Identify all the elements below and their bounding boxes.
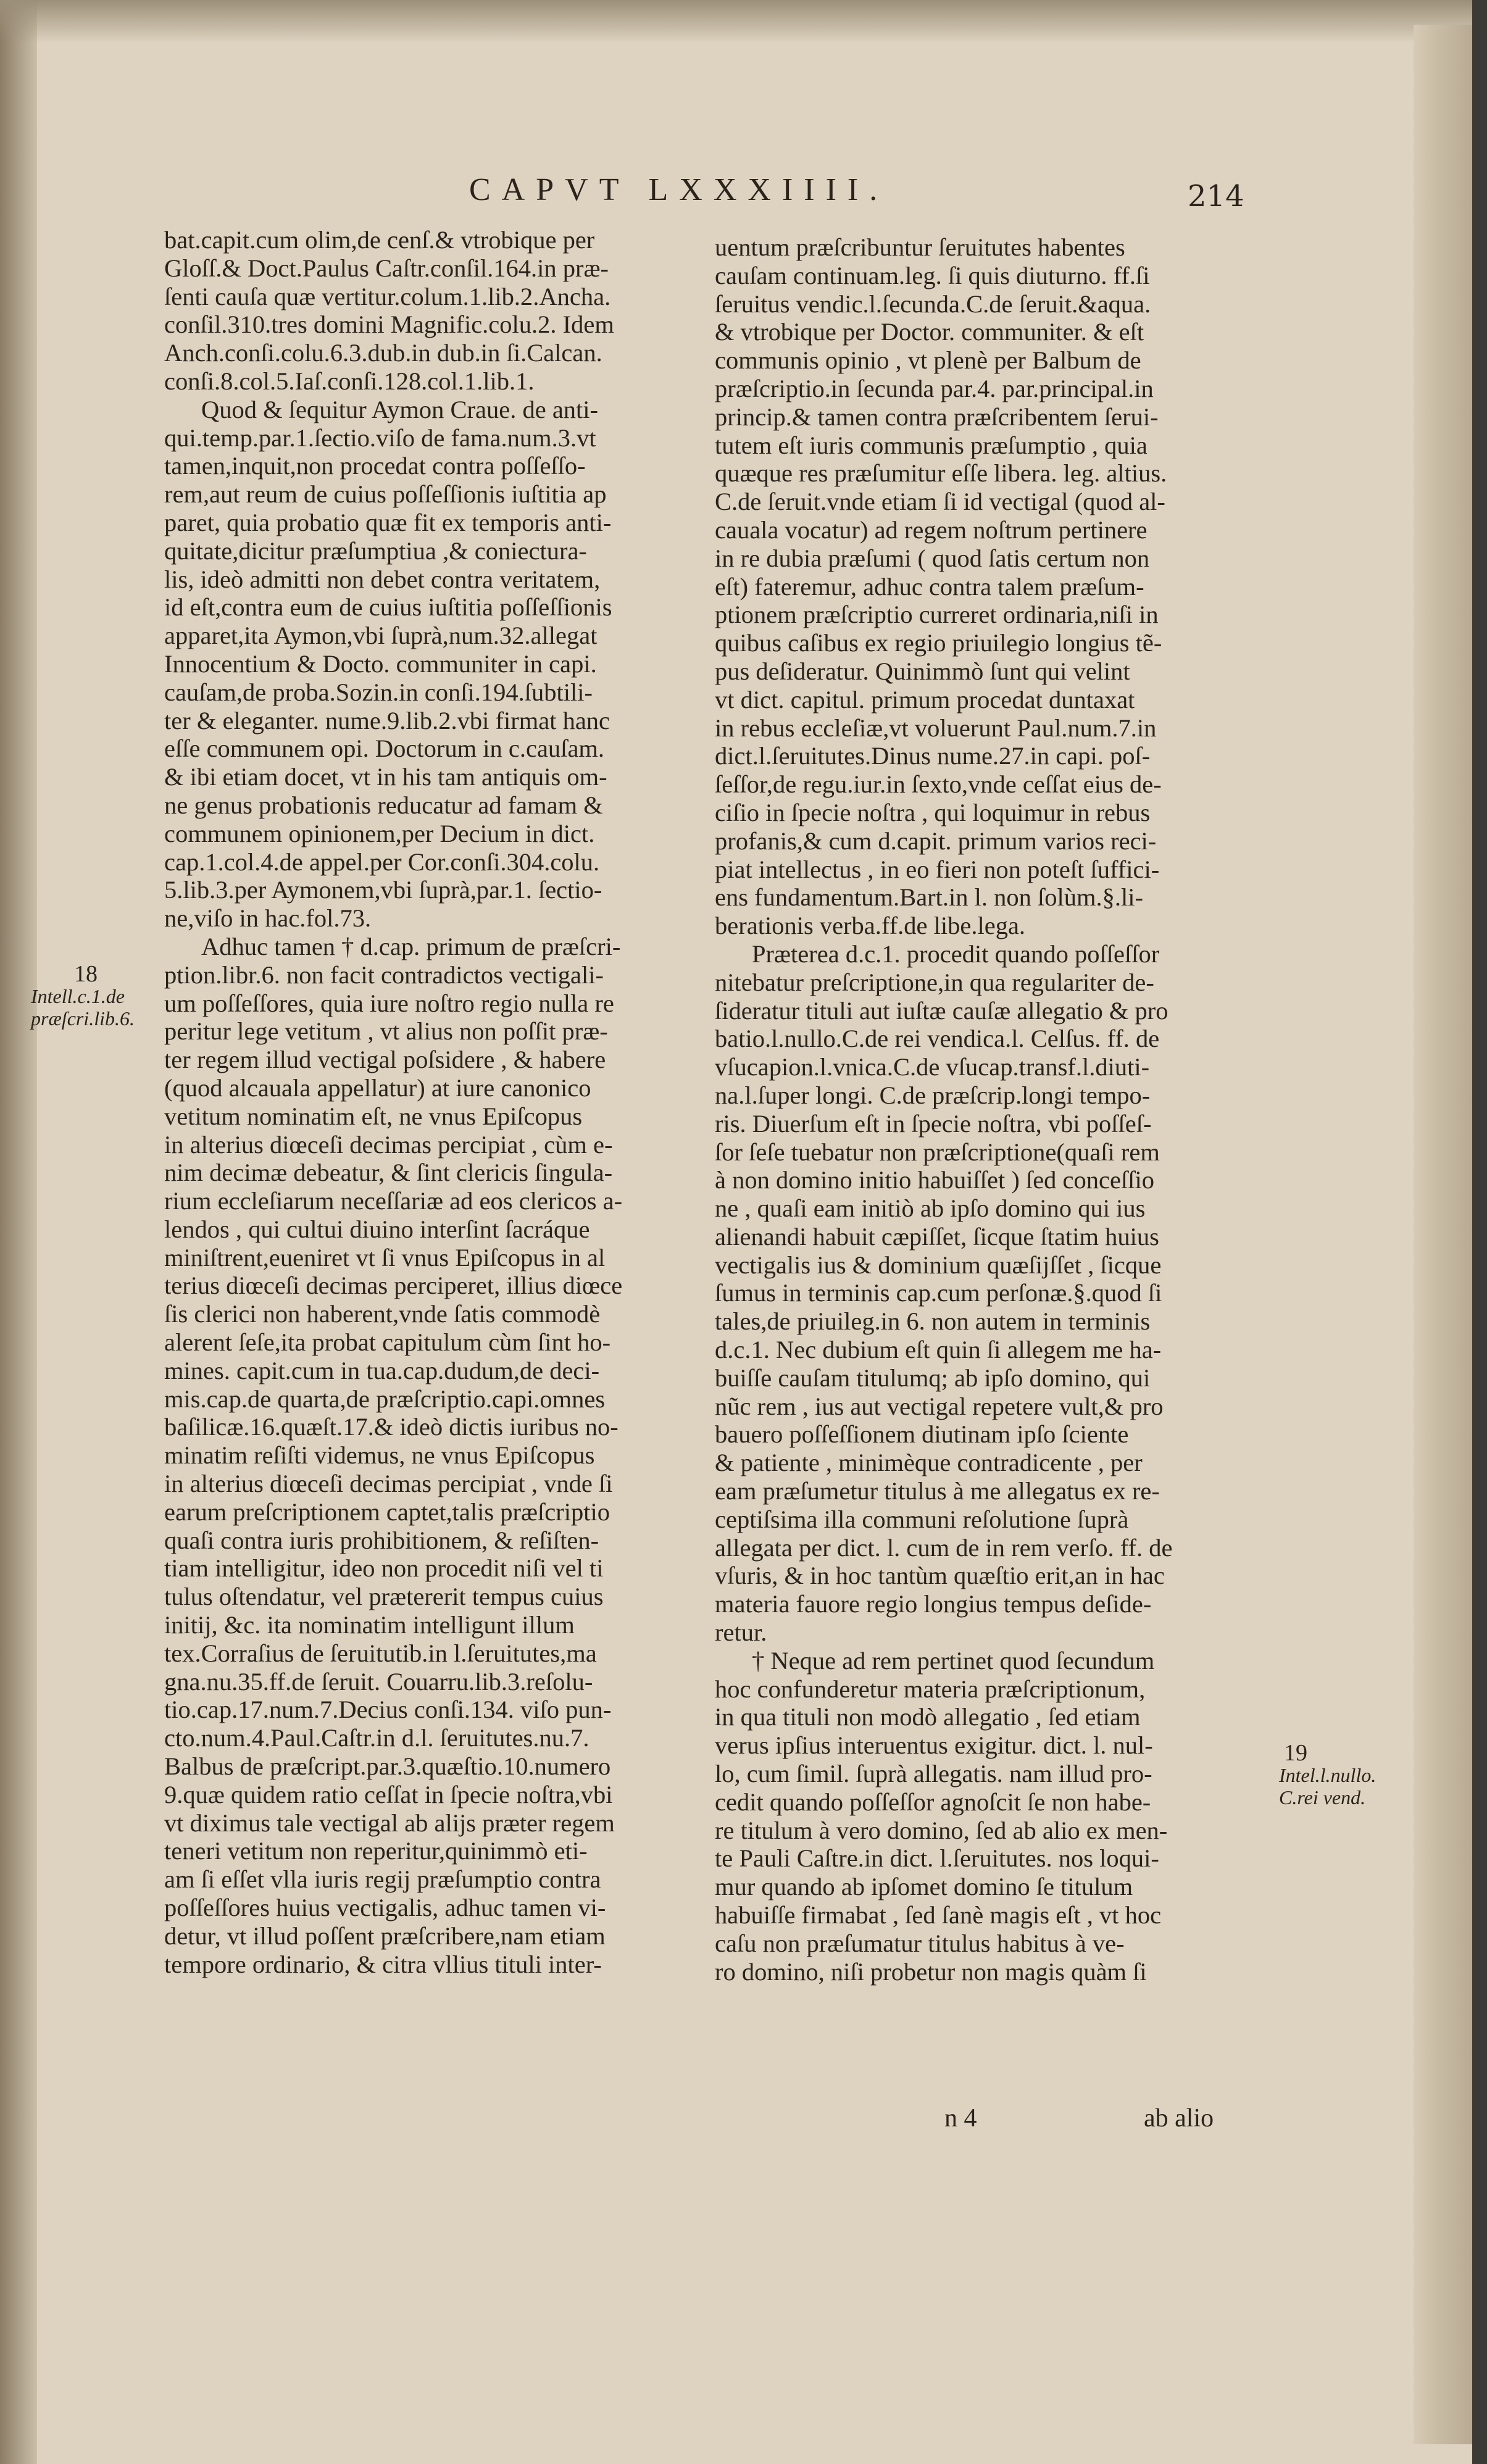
right-text-column [715,233,1233,1986]
text-line: apparet,ita Aymon,vbi ſuprà,num.32.allegat [164,622,598,650]
text-line: baſilicæ.16.quæſt.17.& ideò dictis iuribus no- [164,1413,619,1441]
text-line: ter & eleganter. nume.9.lib.2.vbi firmat hanc [164,706,610,735]
text-line: bauero poſſeſſionem diutinam ipſo ſciente [715,1420,1129,1449]
text-line: ens fundamentum.Bart.in l. non ſolùm.§.li- [715,883,1144,912]
text-line: cauſam continuam.leg. ſi quis diuturno. ff.ſi [715,261,1150,289]
text-line: (quod alcauala appellatur) at iure canonico [164,1073,591,1102]
text-line: tales,de priuileg.in 6. non autem in terminis [715,1307,1151,1336]
text-line: id eſt,contra eum de cuius iuſtitia poſſeſſionis [164,593,612,622]
text-line: eſt) fateremur, adhuc contra talem præſum- [715,572,1144,601]
text-line: nim decimæ debeatur, & ſint clericis ſingula- [164,1159,613,1187]
left-text-column [164,226,683,1978]
text-line: & ibi etiam docet, vt in his tam antiquis om- [164,763,607,791]
text-line: alerent ſeſe,ita probat capitulum cùm ſint ho- [164,1328,611,1357]
text-line: conſi.8.col.5.Iaſ.conſi.128.col.1.lib.1. [164,367,535,395]
text-line: Adhuc tamen † d.cap. primum de præſcri- [201,932,621,960]
margin-note-left [31,963,154,1030]
text-line: miniſtrent,eueniret vt ſi vnus Epiſcopus in al [164,1243,606,1272]
text-line: ſideratur tituli aut iuſtæ cauſæ allegatio & pro [715,996,1168,1025]
text-line: uentum præſcribuntur ſeruitutes habentes [715,233,1125,261]
page-top-shadow [0,0,1472,43]
text-line: poſſeſſores huius vectigalis, adhuc tamen vi- [164,1894,606,1922]
margin-note-number: 18 [74,961,98,987]
text-line: princip.& tamen contra præſcribentem ſerui- [715,402,1159,431]
text-line: cap.1.col.4.de appel.per Cor.conſi.304.colu. [164,847,600,876]
text-line: ſeruitus vendic.l.ſecunda.C.de ſeruit.&aqua. [715,289,1151,318]
text-line: buiſſe cauſam titulumq; ab ipſo domino, qui [715,1363,1151,1392]
text-line: mines. capit.cum in tua.cap.dudum,de deci- [164,1356,600,1384]
text-line: in alterius diœceſi decimas percipiat , cùm e- [164,1130,613,1159]
text-line: mis.cap.de quarta,de præſcriptio.capi.omnes [164,1384,606,1413]
text-line: pus deſideratur. Quinimmò ſunt qui velint [715,657,1130,685]
text-line: terius diœceſi decimas perciperet, illius diœce [164,1272,623,1300]
text-line: vſuris, & in hoc tantùm quæſtio erit,an in hac [715,1562,1165,1590]
text-line: ſumus in terminis cap.cum perſonæ.§.quod ſi [715,1279,1162,1307]
text-line: allegata per dict. l. cum de in rem verſo. ff. de [715,1533,1173,1562]
text-line: 5.lib.3.per Aymonem,vbi ſuprà,par.1. ſectio- [164,876,602,904]
text-line: à non domino initio habuiſſet ) ſed conceſſio [715,1166,1154,1194]
text-line: eſſe communem opi. Doctorum in c.cauſam. [164,735,605,763]
text-line: dict.l.ſeruitutes.Dinus nume.27.in capi. poſ- [715,742,1151,770]
text-line: tulus oſtendatur, vel prætererit tempus cuius [164,1583,604,1611]
text-line: lo, cum ſimil. ſuprà allegatis. nam illud pro- [715,1760,1152,1788]
text-line: hoc confunderetur materia præſcriptionum, [715,1675,1146,1703]
text-line: cauala vocatur) ad regem noſtrum pertinere [715,515,1148,544]
text-line: ter regem illud vectigal poſsidere , & habere [164,1046,606,1074]
text-line: d.c.1. Nec dubium eſt quin ſi allegem me ha- [715,1336,1162,1364]
text-line: initij, &c. ita nominatim intelligunt illum [164,1611,575,1639]
page-gutter [0,0,37,2464]
page-edge [1414,25,1472,2444]
text-line: C.de ſeruit.vnde etiam ſi id vectigal (quod al- [715,488,1165,516]
text-line: Præterea d.c.1. procedit quando poſſeſſor [752,939,1160,968]
text-line: tutem eſt iuris communis præſumptio , quia [715,431,1148,459]
text-line: in qua tituli non modò allegatio , ſed etiam [715,1703,1141,1731]
signature-mark: n 4 [944,2104,977,2133]
text-line: quaſi contra iuris prohibitionem, & reſiſten- [164,1526,599,1554]
margin-note-number: 19 [1284,1740,1307,1766]
text-line: ne genus probationis reducatur ad famam & [164,791,603,819]
text-line: præſcriptio.in ſecunda par.4. par.principal.in [715,374,1154,402]
text-line: quitate,dicitur præſumptiua ,& coniecturа- [164,536,587,565]
text-line: ceptiſsima illa communi reſolutione ſuprà [715,1505,1129,1533]
text-line: lis, ideò admitti non debet contra veritatem, [164,565,601,593]
text-line: tio.cap.17.num.7.Decius conſi.134. viſo pun- [164,1696,612,1724]
text-line: † Neque ad rem pertinet quod ſecundum [752,1646,1155,1675]
text-line: te Pauli Caſtre.in dict. l.ſeruitutes. nos loqui- [715,1844,1159,1873]
text-line: earum preſcriptionem captet,talis præſcriptio [164,1497,610,1526]
text-line: tempore ordinario, & citra vllius tituli inter- [164,1950,602,1978]
text-line: caſu non præſumatur titulus habitus à ve- [715,1929,1125,1957]
text-line: communis opinio , vt plenè per Balbum de [715,346,1141,375]
text-line: mur quando ab ipſomet domino ſe titulum [715,1873,1133,1901]
text-line: in rebus eccleſiæ,vt voluerunt Paul.num.7.in [715,714,1157,742]
text-line: paret, quia probatio quæ fit ex temporis anti- [164,508,612,536]
text-line: ne,viſo in hac.fol.73. [164,904,372,933]
text-line: vetitum nominatim eſt, ne vnus Epiſcopus [164,1102,583,1130]
text-line: alienandi habuit cæpiſſet, ſicque ſtatim huius [715,1222,1159,1251]
text-line: rem,aut reum de cuius poſſeſſionis iuſtitia ap [164,480,607,509]
text-line: profanis,& cum d.capit. primum varios reci- [715,826,1157,855]
text-line: eam præſumetur titulus à me allegatus ex re- [715,1477,1160,1505]
text-line: ption.libr.6. non facit contradictos vectigali- [164,960,604,989]
text-line: teneri vetitum non reperitur,quinimmò eti- [164,1837,588,1865]
margin-note-line: C.rei vend. [1279,1786,1366,1808]
text-line: ris. Diuerſum eſt in ſpecie noſtra, vbi poſſeſ- [715,1109,1152,1138]
text-line: lendos , qui cultui diuino interſint ſacráque [164,1215,590,1243]
text-line: ptionem præſcriptio curreret ordinaria,niſi in [715,601,1159,629]
margin-note-line: Intel.l.nullo. [1279,1764,1377,1786]
text-line: ne , quaſi eam initiò ab ipſo domino qui ius [715,1194,1146,1223]
text-line: minatim reſiſti videmus, ne vnus Epiſcopus [164,1441,595,1470]
text-line: tamen,inquit,non procedat contra poſſeſſo- [164,452,586,480]
text-line: in re dubia præſumi ( quod ſatis certum non [715,544,1150,572]
margin-note-line: præſcri.lib.6. [31,1007,135,1030]
text-line: am ſi eſſet vlla iuris regij præſumptio contra [164,1865,601,1894]
text-line: retur. [715,1618,767,1647]
text-line: tiam intelligitur, ideo non procedit niſi vel ti [164,1554,604,1583]
text-line: bat.capit.cum olim,de cenſ.& vtrobique per [164,226,595,254]
text-line: tex.Corraſius de ſeruitutib.in l.ſeruitutes,ma [164,1639,597,1667]
text-line: vſucapion.l.vnica.C.de vſucap.transf.l.diutі- [715,1053,1150,1081]
text-line: Gloſſ.& Doct.Paulus Caſtr.conſil.164.in præ- [164,254,609,282]
text-line: & patiente , minimèque contradicente , per [715,1449,1143,1477]
text-line: quibus caſibus ex regio priuilegio longius tẽ- [715,629,1162,657]
text-line: batio.l.nullo.C.de rei vendica.l. Celſus. ff. de [715,1025,1160,1053]
text-line: Innocentium & Docto. communiter in capi. [164,649,597,678]
margin-note-right [1279,1742,1402,1808]
text-line: vectigalis ius & dominium quæſijſſet , ſicque [715,1251,1162,1279]
text-line: quæque res præſumitur eſſe libera. leg. altius. [715,459,1167,488]
text-line: habuiſſe firmabat , ſed ſanè magis eſt , vt hoc [715,1901,1162,1929]
text-line: piat intellectus , in eo fieri non poteſt ſuffici- [715,855,1160,883]
page-footer [944,2104,1214,2133]
text-line: verus ipſius interuentus exigitur. dict. l. nul- [715,1731,1153,1760]
text-line: ſis clerici non haberent,vnde ſatis commodè [164,1300,601,1328]
text-line: na.l.ſuper longi. C.de præſcrip.longi tempo- [715,1081,1151,1109]
margin-note-line: Intell.c.1.de [31,985,125,1007]
text-line: vt diximus tale vectigal ab alijs præter regem [164,1808,615,1837]
text-line: nũc rem , ius aut vectigal repetere vult,& pro [715,1392,1164,1420]
running-head: CAPVT LXXXIIII. [469,172,889,207]
text-line: communem opinionem,per Decium in dict. [164,819,595,847]
text-line: Quod & ſequitur Aymon Craue. de anti- [201,395,599,423]
text-line: Balbus de præſcript.par.3.quæſtio.10.numero [164,1752,611,1781]
text-line: peritur lege vetitum , vt alius non poſſit præ- [164,1017,608,1046]
text-line: vt dict. capitul. primum procedat duntaxat [715,685,1135,714]
text-line: rium eccleſiarum neceſſariæ ad eos clericos a- [164,1187,623,1215]
text-line: materia fauore regio longius tempus deſide- [715,1590,1152,1618]
text-line: nitebatur preſcriptione,in qua regulariter de- [715,968,1154,996]
folio-number: 214 [1188,179,1244,214]
text-line: & vtrobique per Doctor. communiter. & eſt [715,318,1144,346]
text-line: conſil.310.tres domini Magnific.colu.2. Idem [164,310,614,339]
text-line: qui.temp.par.1.ſectio.viſo de fama.num.3.vt [164,423,596,452]
text-line: cto.num.4.Paul.Caſtr.in d.l. ſeruitutes.nu.7. [164,1724,589,1752]
text-line: cedit quando poſſeſſor agnoſcit ſe non habe- [715,1788,1151,1816]
text-line: Anch.conſi.colu.6.3.dub.in dub.in ſi.Calcan. [164,339,602,367]
text-line: ciſio in ſpecie noſtra , qui loquimur in rebus [715,798,1151,826]
text-line: um poſſeſſores, quia iure noſtro regio nulla re [164,989,614,1017]
text-line: ro domino, niſi probetur non magis quàm ſi [715,1957,1147,1986]
text-line: gna.nu.35.ff.de ſeruit. Couarru.lib.3.reſolu- [164,1667,593,1696]
text-line: 9.quæ quidem ratio ceſſat in ſpecie noſtra,vbi [164,1780,613,1808]
text-line: ſor ſeſe tuebatur non præſcriptione(quaſi rem [715,1138,1160,1166]
text-line: re titulum à vero domino, ſed ab alio ex men- [715,1816,1168,1844]
catchword: ab alio [1144,2104,1214,2133]
text-line: in alterius diœceſi decimas percipiat , vnde ſi [164,1470,613,1498]
text-line: cauſam,de proba.Sozin.in conſi.194.ſubtili- [164,678,593,706]
text-line: detur, vt illud poſſent præſcribere,nam etiam [164,1921,606,1950]
text-line: ſeſſor,de regu.iur.in ſexto,vnde ceſſat eius de- [715,770,1162,799]
text-line: berationis verba.ff.de libe.lega. [715,912,1026,940]
text-line: ſenti cauſa quæ vertitur.colum.1.lib.2.Ancha. [164,282,611,310]
